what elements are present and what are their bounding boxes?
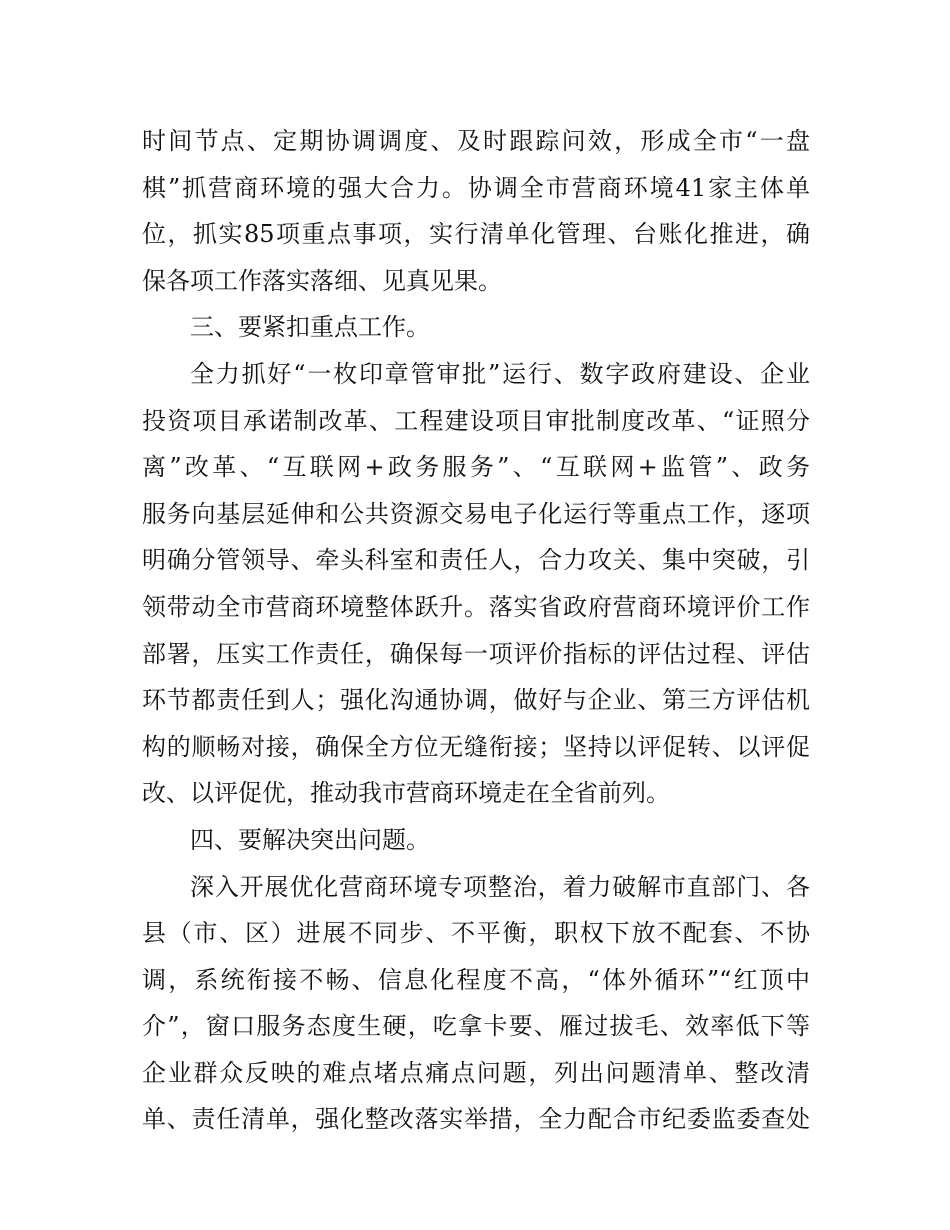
- text-line: 企业群众反映的难点堵点痛点问题，列出问题清单、整改清: [142, 1058, 810, 1087]
- text-line: 改、以评促优，推动我市营商环境走在全省前列。: [142, 779, 670, 808]
- text-line: 部署，压实工作责任，确保每一项评价指标的评估过程、评估: [142, 639, 810, 668]
- text-line: 保各项工作落实落细、见真见果。: [142, 266, 502, 295]
- text-line: 投资项目承诺制改革、工程建设项目审批制度改革、“证照分: [142, 406, 810, 435]
- text-line: 时间节点、定期协调调度、及时跟踪问效，形成全市“一盘: [142, 127, 810, 155]
- text-line: 环节都责任到人；强化沟通协调，做好与企业、第三方评估机: [142, 686, 810, 715]
- text-line: 位，抓实85项重点事项，实行清单化管理、台账化推进，确: [142, 220, 810, 249]
- text-line: 领带动全市营商环境整体跃升。落实省政府营商环境评价工作: [142, 592, 810, 621]
- text-line: 县（市、区）进展不同步、不平衡，职权下放不配套、不协: [142, 919, 810, 948]
- document-body: [142, 118, 810, 1143]
- text-line: 棋”抓营商环境的强大合力。协调全市营商环境41家主体单: [142, 173, 810, 202]
- text-line: 全力抓好“一枚印章管审批”运行、数字政府建设、企业: [190, 359, 810, 388]
- text-line: 调，系统衔接不畅、信息化程度不高，“体外循环”“红顶中: [142, 965, 810, 994]
- text-line: 离”改革、“互联网+政务服务”、“互联网+监管”、政务: [142, 453, 810, 482]
- text-line: 单、责任清单，强化整改落实举措，全力配合市纪委监委查处: [142, 1105, 810, 1134]
- text-line: 明确分管领导、牵头科室和责任人，合力攻关、集中突破，引: [142, 546, 810, 575]
- text-line: 深入开展优化营商环境专项整治，着力破解市直部门、各: [190, 872, 810, 901]
- text-line: 服务向基层延伸和公共资源交易电子化运行等重点工作，逐项: [142, 499, 810, 528]
- text-line: 介”，窗口服务态度生硬，吃拿卡要、雁过拔毛、效率低下等: [142, 1012, 810, 1041]
- section-heading: 三、要紧扣重点工作。: [190, 313, 430, 342]
- text-line: 构的顺畅对接，确保全方位无缝衔接；坚持以评促转、以评促: [142, 732, 810, 761]
- section-heading: 四、要解决突出问题。: [190, 825, 430, 854]
